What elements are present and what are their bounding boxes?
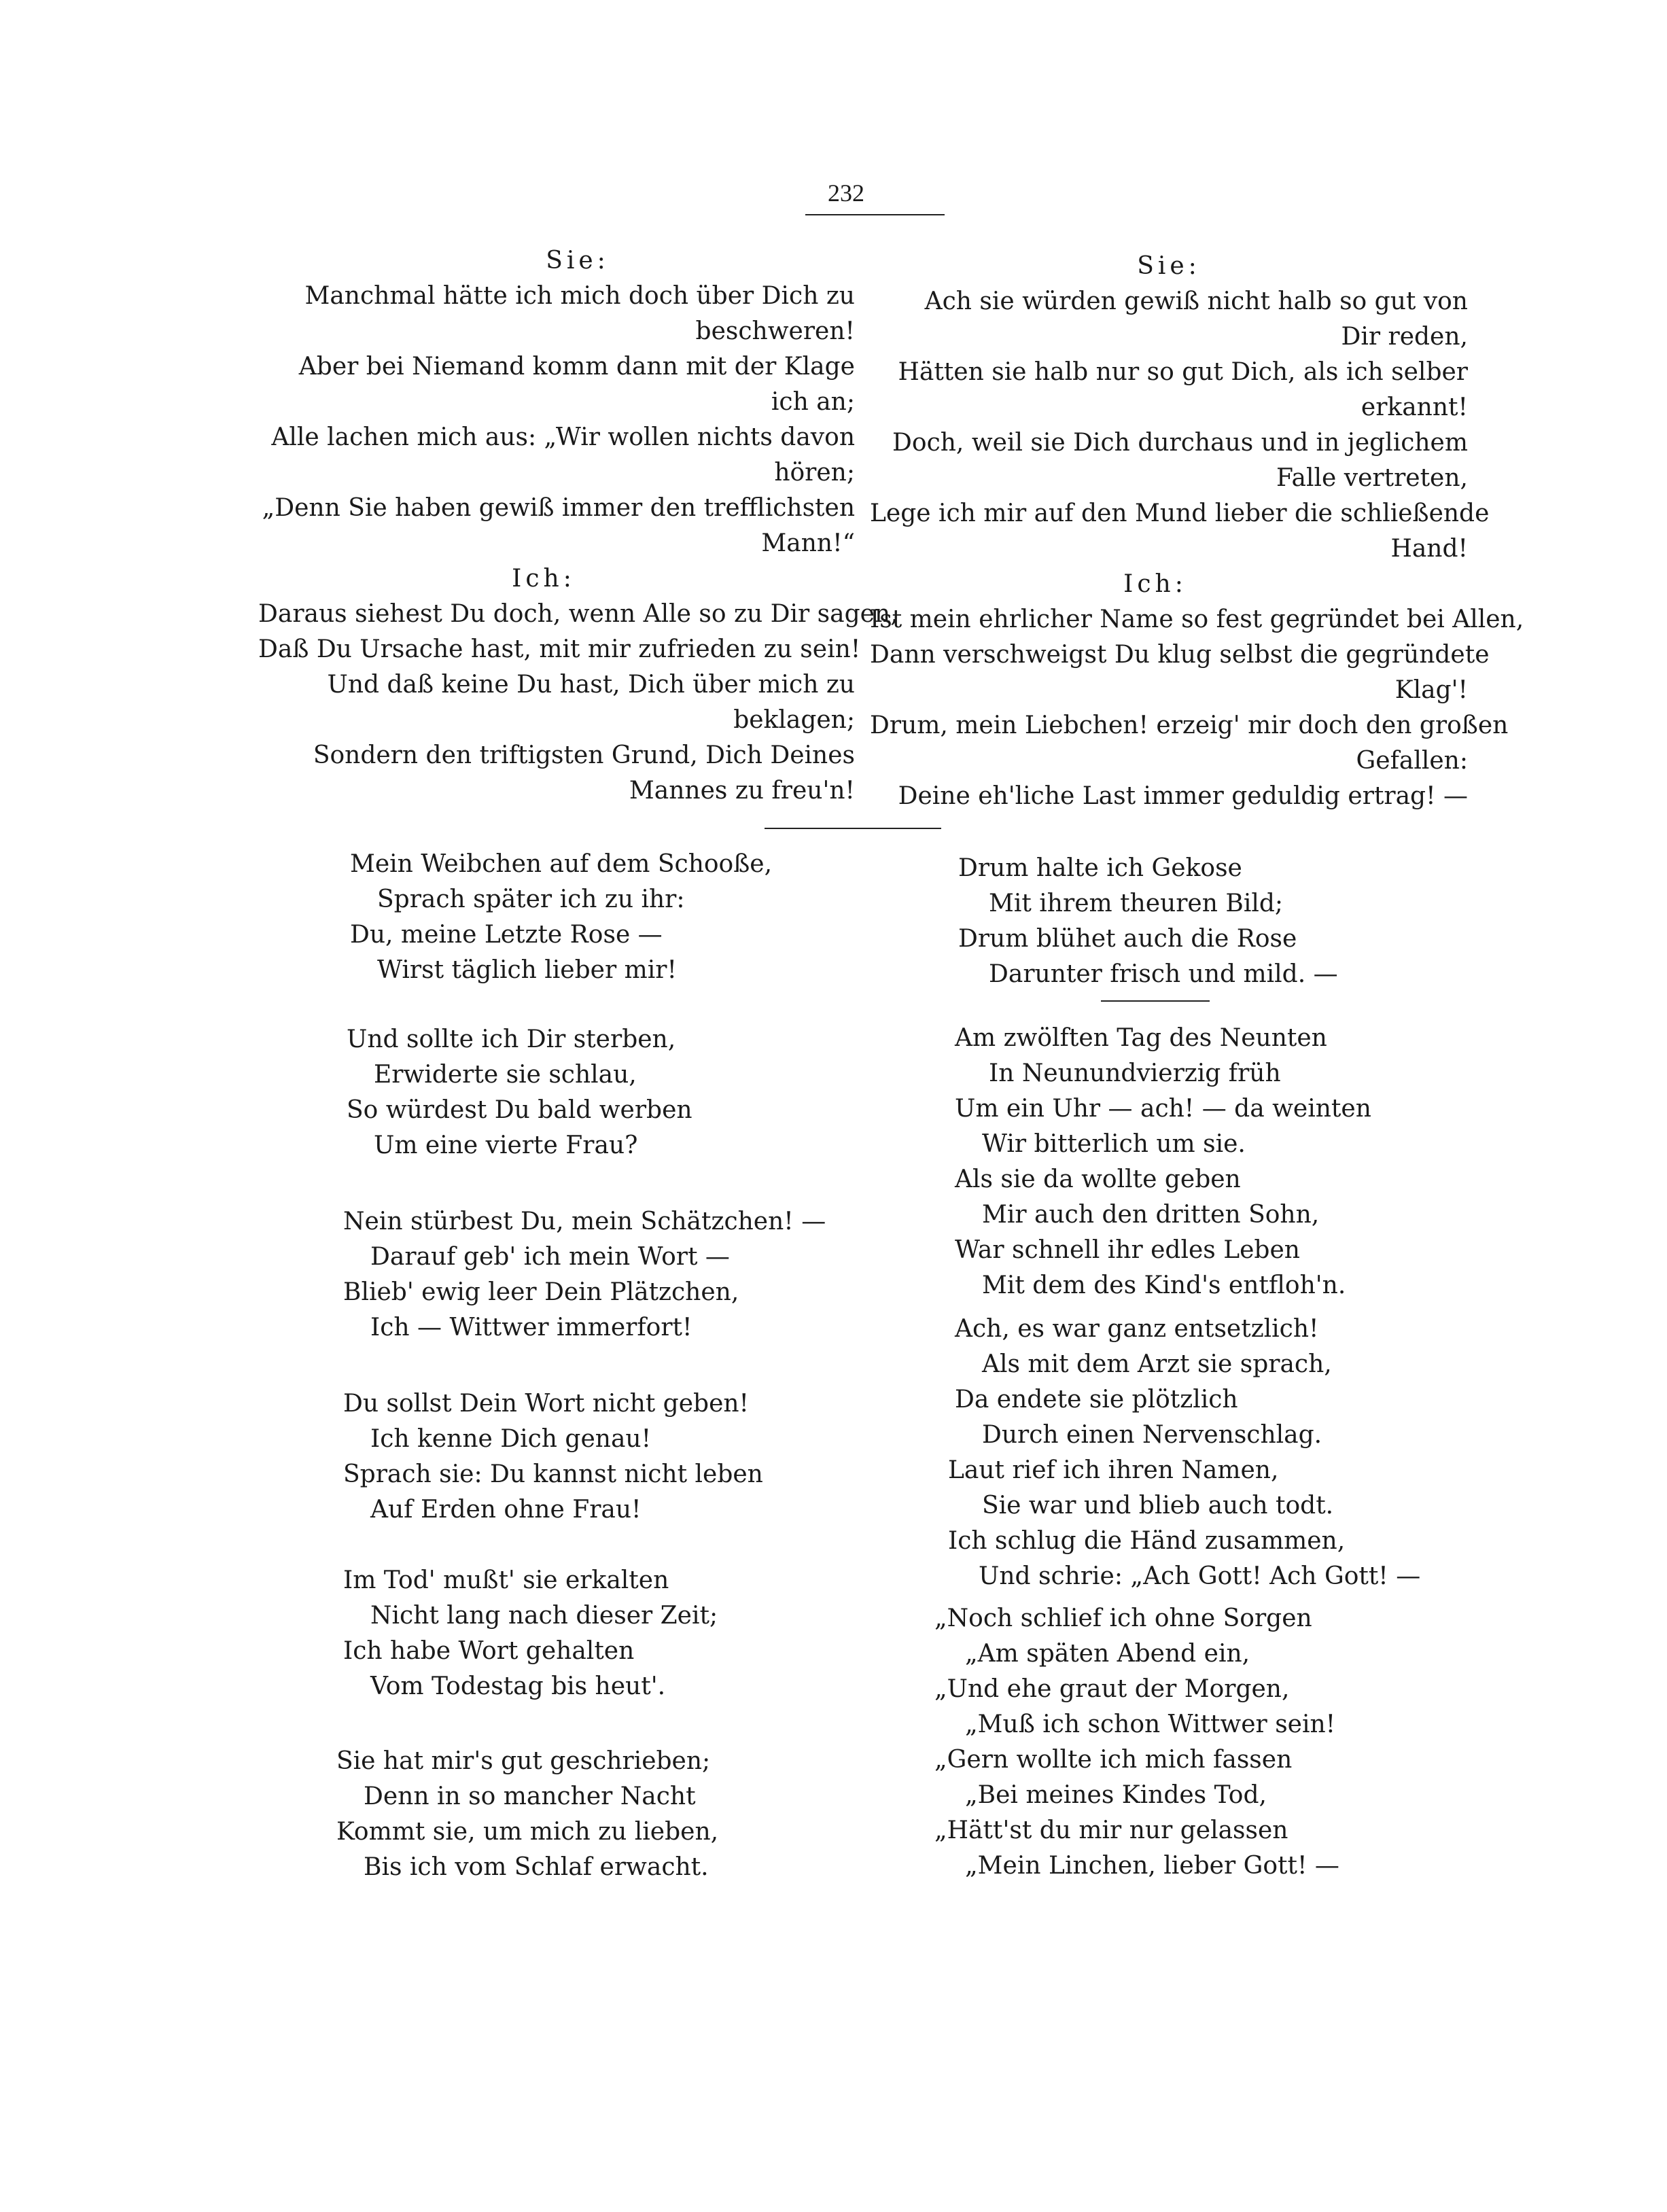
poem-line: Kommt sie, um mich zu lieben, — [336, 1818, 719, 1846]
dialog-left-line: hören; — [774, 459, 855, 487]
speaker-ich-left: Ich: — [512, 565, 576, 593]
dialog-left-line: Daraus siehest Du doch, wenn Alle so zu Dir sagen, — [258, 600, 898, 628]
poem-line: „Bei meines Kindes Tod, — [965, 1781, 1267, 1809]
speaker-sie-left: Sie: — [546, 247, 610, 275]
poem-line: Durch einen Nervenschlag. — [982, 1421, 1322, 1449]
poem-line: Bis ich vom Schlaf erwacht. — [364, 1853, 709, 1881]
dialog-left-line: Alle lachen mich aus: „Wir wollen nichts davon — [271, 423, 855, 451]
poem-line: Ach, es war ganz entsetzlich! — [955, 1315, 1319, 1343]
dialog-right-line: Dann verschweigst Du klug selbst die gegründete — [870, 641, 1490, 669]
dialog-left-line: beschweren! — [695, 317, 855, 345]
poem-line: Ich schlug die Händ zusammen, — [948, 1527, 1346, 1555]
dialog-right-line: Ach sie würden gewiß nicht halb so gut von — [924, 287, 1468, 315]
dialog-left-line: beklagen; — [733, 706, 855, 734]
dialog-right-line: Doch, weil sie Dich durchaus und in jeglichem — [892, 429, 1468, 457]
poem-line: Mir auch den dritten Sohn, — [982, 1201, 1320, 1229]
dialog-right-line: Hätten sie halb nur so gut Dich, als ich selber — [898, 358, 1468, 386]
poem-line: „Muß ich schon Wittwer sein! — [965, 1710, 1336, 1738]
poem-line: Ich habe Wort gehalten — [343, 1637, 635, 1665]
dialog-left-line: Mannes zu freu'n! — [629, 777, 855, 805]
poem-line: Sprach sie: Du kannst nicht leben — [343, 1460, 763, 1488]
poem-line: Vom Todestag bis heut'. — [370, 1672, 666, 1700]
dialog-left-line: Und daß keine Du hast, Dich über mich zu — [327, 671, 855, 699]
poem-line: Um ein Uhr — ach! — da weinten — [955, 1095, 1371, 1123]
page-number: 232 — [828, 179, 864, 207]
poem-line: „Und ehe graut der Morgen, — [934, 1675, 1290, 1703]
speaker-ich-right: Ich: — [1123, 570, 1187, 598]
dialog-left-line: Daß Du Ursache hast, mit mir zufrieden zu sein! — [258, 635, 861, 663]
dialog-left-line: ich an; — [771, 388, 855, 416]
dialog-right-line: Hand! — [1390, 535, 1468, 563]
poem-line: Nein stürbest Du, mein Schätzchen! — — [343, 1208, 826, 1235]
poem-line: Du sollst Dein Wort nicht geben! — [343, 1390, 750, 1418]
dialog-left-line: „Denn Sie haben gewiß immer den trefflichsten — [262, 494, 855, 522]
poem-line: Am zwölften Tag des Neunten — [955, 1024, 1327, 1052]
dialog-right-line: Deine eh'liche Last immer geduldig ertrag! — — [898, 782, 1468, 810]
poem-line: Als mit dem Arzt sie sprach, — [982, 1350, 1332, 1378]
poem-line: Um eine vierte Frau? — [374, 1131, 638, 1159]
poem-line: Denn in so mancher Nacht — [364, 1783, 696, 1810]
dialog-left-line: Sondern den triftigsten Grund, Dich Deines — [313, 741, 855, 769]
poem-line: Drum blühet auch die Rose — [958, 925, 1297, 953]
poem-line: So würdest Du bald werben — [347, 1096, 692, 1124]
dialog-right-line: Lege ich mir auf den Mund lieber die schließende — [870, 499, 1490, 527]
poem-line: Blieb' ewig leer Dein Plätzchen, — [343, 1278, 739, 1306]
dialog-right-line: Gefallen: — [1356, 747, 1468, 775]
poem-line: „Am späten Abend ein, — [965, 1640, 1250, 1668]
poem-line: Darauf geb' ich mein Wort — — [370, 1243, 730, 1271]
poem-line: Wir bitterlich um sie. — [982, 1130, 1246, 1158]
poem-line: Du, meine Letzte Rose — — [350, 921, 663, 949]
dialog-left-line: Aber bei Niemand komm dann mit der Klage — [298, 353, 855, 381]
dialog-left-line: Mann!“ — [761, 529, 855, 557]
dialog-left-line: Manchmal hätte ich mich doch über Dich zu — [304, 282, 855, 310]
poem-line: Ich kenne Dich genau! — [370, 1425, 652, 1453]
dialog-right-line: Ist mein ehrlicher Name so fest gegründet bei Allen, — [870, 605, 1524, 633]
poem-line: Laut rief ich ihren Namen, — [948, 1456, 1279, 1484]
poem-line: Als sie da wollte geben — [955, 1165, 1241, 1193]
dialog-right-line: erkannt! — [1361, 393, 1468, 421]
speaker-sie-right: Sie: — [1137, 252, 1201, 280]
dialog-right-line: Dir reden, — [1341, 323, 1468, 351]
poem-line: Im Tod' mußt' sie erkalten — [343, 1566, 669, 1594]
poem-line: Sie war und blieb auch todt. — [982, 1492, 1334, 1520]
poem-line: Mein Weibchen auf dem Schooße, — [350, 850, 773, 878]
page-number-underline — [805, 214, 945, 215]
poem-line: Sie hat mir's gut geschrieben; — [336, 1747, 711, 1775]
dialog-right-line: Drum, mein Liebchen! erzeig' mir doch den großen — [870, 712, 1509, 739]
poem-line: „Mein Linchen, lieber Gott! — — [965, 1852, 1339, 1880]
poem-divider — [1101, 1000, 1210, 1002]
poem-line: Auf Erden ohne Frau! — [370, 1496, 642, 1524]
poem-line: Und schrie: „Ach Gott! Ach Gott! — — [979, 1562, 1421, 1590]
section-divider — [765, 828, 941, 829]
poem-line: War schnell ihr edles Leben — [955, 1236, 1300, 1264]
poem-line: Da endete sie plötzlich — [955, 1386, 1238, 1414]
poem-line: Wirst täglich lieber mir! — [377, 956, 677, 984]
poem-line: Ich — Wittwer immerfort! — [370, 1314, 692, 1341]
poem-line: Nicht lang nach dieser Zeit; — [370, 1602, 718, 1630]
dialog-right-line: Falle vertreten, — [1276, 464, 1468, 492]
poem-line: Erwiderte sie schlau, — [374, 1061, 637, 1089]
poem-line: Und sollte ich Dir sterben, — [347, 1025, 676, 1053]
poem-line: „Noch schlief ich ohne Sorgen — [934, 1604, 1312, 1632]
poem-line: „Hätt'st du mir nur gelassen — [934, 1816, 1288, 1844]
poem-line: Drum halte ich Gekose — [958, 854, 1242, 882]
poem-line: Darunter frisch und mild. — — [989, 960, 1338, 988]
poem-line: Sprach später ich zu ihr: — [377, 885, 685, 913]
dialog-right-line: Klag'! — [1394, 676, 1468, 704]
poem-line: Mit ihrem theuren Bild; — [989, 890, 1284, 917]
poem-line: Mit dem des Kind's entfloh'n. — [982, 1271, 1346, 1299]
poem-line: In Neunundvierzig früh — [989, 1059, 1281, 1087]
poem-line: „Gern wollte ich mich fassen — [934, 1746, 1293, 1774]
